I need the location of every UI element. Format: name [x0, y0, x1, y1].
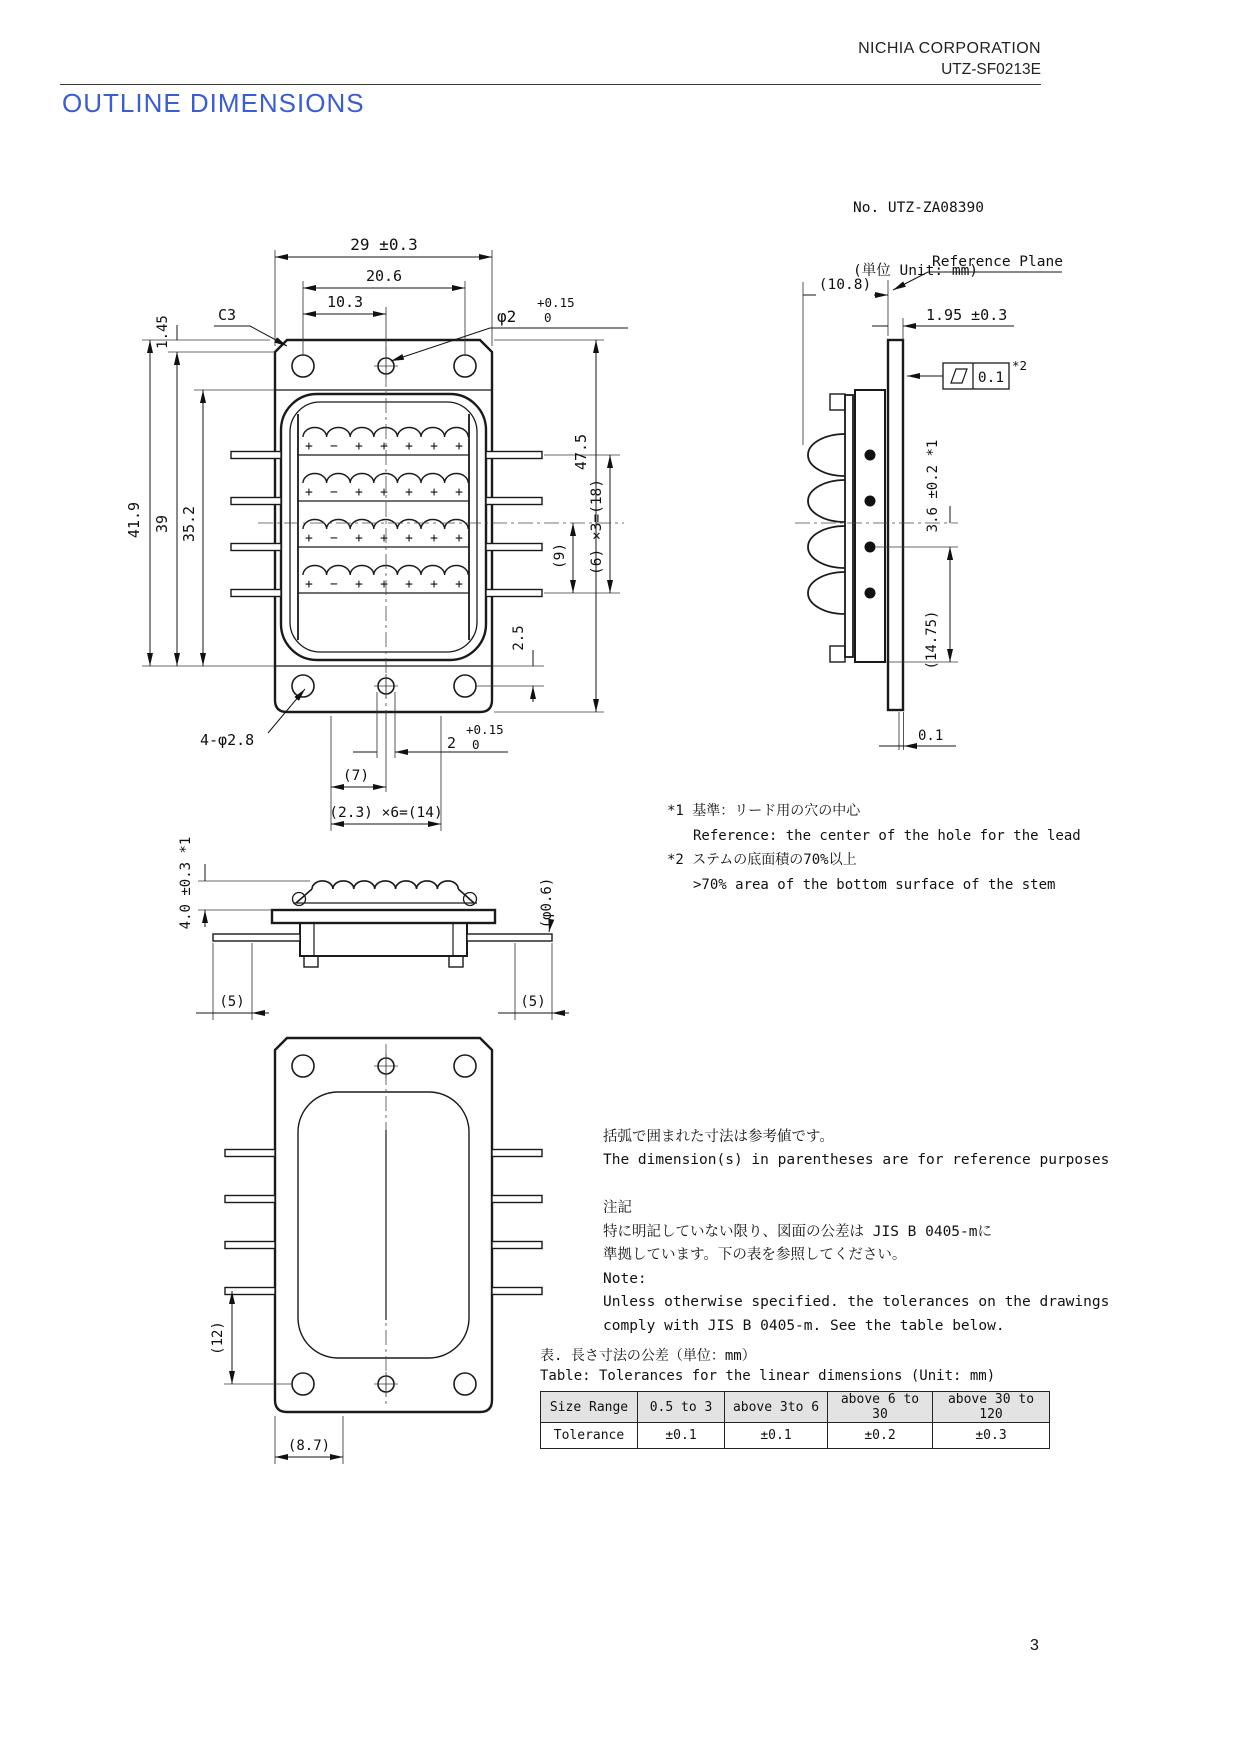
cap-shoulders: [296, 889, 474, 903]
lead: [492, 1150, 542, 1157]
paren-note-en: The dimension(s) in parentheses are for reference purposes: [603, 1152, 1110, 1168]
row-polarity-marks: +−+++++: [305, 531, 463, 546]
dim-hole-offset-label: 2.5: [511, 625, 527, 651]
dim-39-label: 39: [153, 514, 171, 534]
side-view: [795, 254, 1063, 750]
dim-width-label: 29 ±0.3: [350, 235, 418, 254]
dim-total-height-label: 47.5: [572, 433, 590, 471]
tolerance-note: [603, 1197, 1109, 1338]
corner-holes-label: 4-φ2.8: [200, 731, 255, 749]
note-jp-1: 特に明記していない限り、図面の公差は JIS B 0405-mに: [603, 1223, 992, 1240]
lead: [231, 590, 281, 597]
flange-bar: [272, 910, 495, 923]
dim-lead-pitch-label: (6) ×3=(18): [589, 478, 605, 576]
bottom-hole-dia-label: 2: [447, 734, 457, 752]
cap-crimp-tab: [830, 394, 845, 410]
table-header-cell: above 6 to 30: [828, 1392, 933, 1423]
table-value-cell: ±0.2: [828, 1423, 933, 1449]
profile-view: [178, 837, 569, 1020]
row-polarity-marks: +−+++++: [305, 439, 463, 454]
tolerance-table-header-row: [541, 1392, 1050, 1423]
table-value-cell: ±0.3: [933, 1423, 1050, 1449]
lead: [486, 544, 542, 551]
dim-lead-len-right-label: (5): [520, 994, 546, 1010]
flatness-value: 0.1: [977, 370, 1005, 386]
stem-foot: [304, 956, 318, 967]
cap-plate: [845, 395, 853, 657]
reference-notes: [667, 799, 1081, 897]
stem-posts: [314, 923, 453, 956]
center-hole-tol-plus: +0.15: [537, 295, 575, 310]
dim-cap-height-label: 4.0 ±0.3 *1: [178, 836, 194, 930]
table-row-label: Tolerance: [541, 1423, 638, 1449]
ref-note-2-jp: *2 ステムの底面積の70%以上: [667, 852, 857, 868]
lead: [231, 452, 281, 459]
body-outline: [281, 394, 486, 660]
dim-thickness-label: 1.95 ±0.3: [926, 306, 1008, 324]
lead-hole-dot: [865, 588, 876, 599]
dim-lead-col-pitch-label: (2.3) ×6=(14): [329, 805, 443, 821]
stem-body: [855, 390, 885, 662]
dim-hole-half-span-label: 10.3: [326, 293, 364, 311]
dim-offset-label: 0.1: [918, 728, 944, 744]
lead: [486, 452, 542, 459]
cap-scallops: [312, 881, 458, 889]
drawing-unit: (単位 Unit: mm): [853, 263, 979, 279]
table-caption-en: Table: Tolerances for the linear dimensions (Unit: mm): [540, 1368, 996, 1384]
stem-plate: [888, 340, 903, 710]
table-header-cell: above 30 to 120: [933, 1392, 1050, 1423]
note-header-en: Note:: [603, 1270, 647, 1287]
note-en-1: Unless otherwise specified. the tolerances on the drawings: [603, 1294, 1110, 1310]
front-view: [125, 235, 628, 831]
table-value-cell: ±0.1: [638, 1423, 725, 1449]
ref-note-1-jp: *1 基準：リード用の穴の中心: [667, 803, 861, 819]
drawing-number: No. UTZ-ZA08390: [853, 200, 984, 216]
ref-plane-label: Reference Plane: [932, 254, 1063, 270]
tolerance-table-value-row: [541, 1423, 1050, 1449]
lead: [492, 1242, 542, 1249]
lead: [486, 590, 542, 597]
lead-dia-label: (φ0.6): [539, 877, 555, 929]
lead-hole-dot: [865, 542, 876, 553]
page-title: OUTLINE DIMENSIONS: [62, 88, 365, 118]
lead-hole-dot: [865, 496, 876, 507]
note-header-jp: 注記: [603, 1200, 632, 1216]
lead: [467, 934, 552, 941]
lead: [225, 1242, 275, 1249]
table-header-cell: 0.5 to 3: [638, 1392, 725, 1423]
company-name: NICHIA CORPORATION: [858, 40, 1041, 57]
stem-base: [300, 923, 467, 956]
ref-note-2-en: >70% area of the bottom surface of the stem: [693, 876, 1056, 893]
dim-edge-gap-label: 1.45: [155, 315, 171, 349]
lead: [231, 544, 281, 551]
lead: [213, 934, 300, 941]
center-hole-dia-label: φ2: [497, 307, 517, 326]
table-header-cell: above 3to 6: [725, 1392, 828, 1423]
parenthesis-note: [603, 1126, 1109, 1172]
lead: [492, 1196, 542, 1203]
ref-note-1-en: Reference: the center of the hole for the lead: [693, 827, 1081, 844]
bottom-view: [210, 1038, 542, 1464]
cap-crimp-tab: [830, 646, 845, 662]
lead: [492, 1288, 542, 1295]
bottom-hole-tol-plus: +0.15: [466, 722, 504, 737]
page-number: 3: [1030, 1637, 1039, 1654]
flatness-symbol-icon: [951, 369, 967, 383]
bottom-hole-tol-zero: 0: [472, 737, 480, 752]
row-polarity-marks: +−+++++: [305, 485, 463, 500]
chamfer-leader: [214, 326, 287, 346]
ref-plane-leader: [893, 272, 928, 290]
dim-lead-pos-label: 3.6 ±0.2 *1: [925, 439, 941, 533]
dim-lead-len-left-label: (5): [219, 994, 245, 1010]
row-polarity-marks: +−+++++: [305, 577, 463, 592]
dim-edge-label: (8.7): [287, 1438, 331, 1454]
lead: [225, 1196, 275, 1203]
flatness-ref-note: *2: [1012, 358, 1028, 373]
table-caption-jp: 表. 長さ寸法の公差（単位：mm）: [540, 1348, 756, 1364]
lead: [486, 498, 542, 505]
chamfer-label: C3: [218, 306, 237, 324]
table-value-cell: ±0.1: [725, 1423, 828, 1449]
dim-stem-len-label: (14.75): [924, 610, 940, 670]
dim-7-label: (7): [342, 768, 370, 784]
dim-9-label: (9): [552, 542, 568, 570]
tolerance-table: [540, 1391, 1050, 1449]
table-header-cell: Size Range: [541, 1392, 638, 1423]
lead: [231, 498, 281, 505]
dim-hole-span-label: 20.6: [365, 267, 403, 285]
note-en-2: comply with JIS B 0405-m. See the table below.: [603, 1317, 1005, 1334]
note-jp-2: 準拠しています。下の表を参照してください。: [603, 1247, 907, 1263]
dim-body-height-label: 35.2: [180, 505, 198, 543]
lead: [225, 1150, 275, 1157]
lead-hole-dot: [865, 450, 876, 461]
dim-lead-to-hole-label: (12): [210, 1321, 226, 1355]
flange-outline: [275, 1038, 492, 1412]
dim-depth-label: (10.8): [818, 277, 872, 293]
center-hole-tol-zero: 0: [544, 310, 552, 325]
stem-foot: [449, 956, 463, 967]
part-number: UTZ-SF0213E: [941, 61, 1041, 78]
paren-note-jp: 括弧で囲まれた寸法は参考値です。: [603, 1129, 834, 1145]
flatness-callout: [907, 358, 1027, 389]
lens-bumps: [808, 434, 845, 614]
dim-flange-height-label: 41.9: [125, 501, 143, 539]
profile-extension-lines: [198, 881, 552, 1020]
